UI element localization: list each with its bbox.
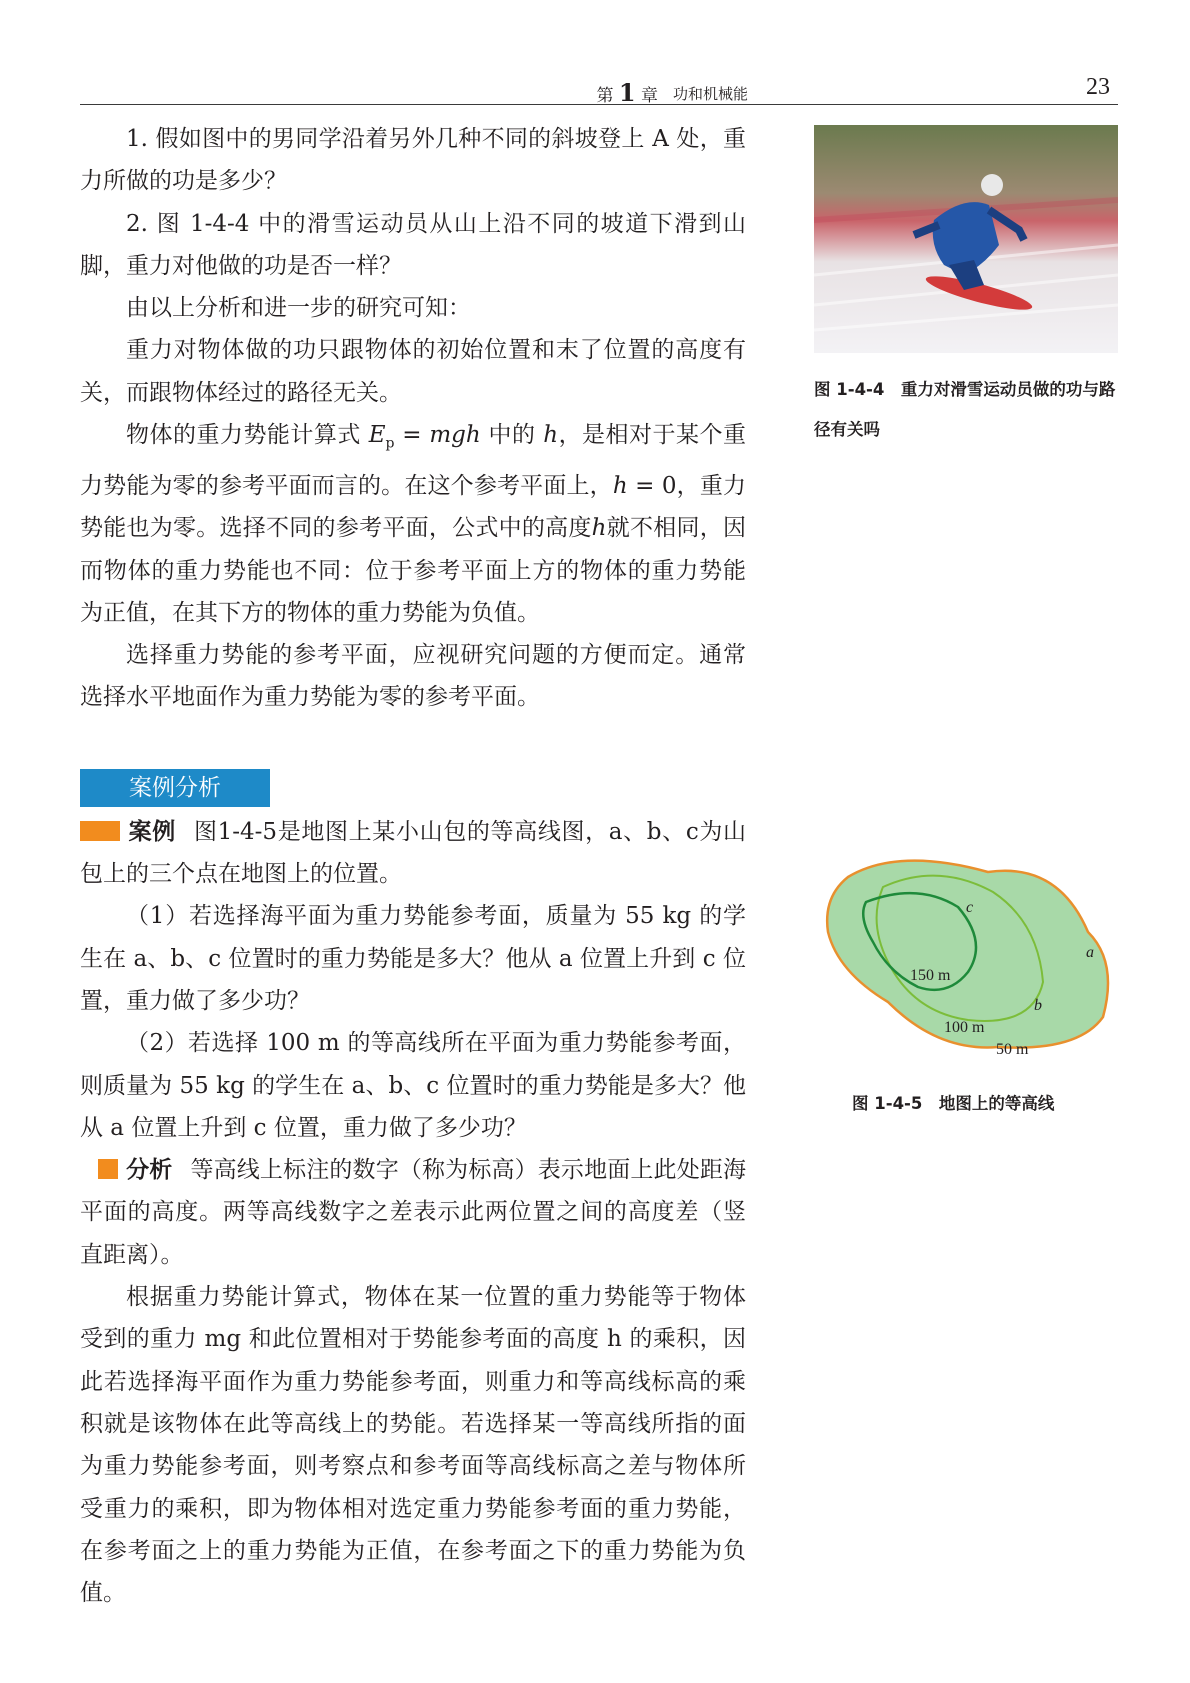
case-paragraph: 案例 图1-4-5是地图上某小山包的等高线图，a、b、c为山包上的三个点在地图上的位置。 xyxy=(80,818,746,888)
contour-map xyxy=(818,852,1118,1062)
figure-1-caption: 图 1-4-4 重力对滑雪运动员做的功与路径有关吗 xyxy=(814,380,1116,439)
main-text xyxy=(80,118,746,1614)
question-2: 2. 图 1-4-4 中的滑雪运动员从山上沿不同的坡道下滑到山脚，重力对他做的功是否一样？ xyxy=(80,210,746,279)
question-1: 1. 假如图中的男同学沿着另外几种不同的斜坡登上 A 处，重力所做的功是多少？ xyxy=(80,126,746,195)
point-a-label: a xyxy=(1086,944,1094,961)
conclusion: 重力对物体做的功只跟物体的初始位置和末了位置的高度有关，而跟物体经过的路径无关。 xyxy=(80,337,746,406)
snowboarder-photo xyxy=(814,125,1118,353)
case-analysis-heading: 案例分析 xyxy=(80,769,270,807)
page-header xyxy=(80,72,1118,105)
case-label: 案例 xyxy=(128,818,176,845)
analysis-label: 分析 xyxy=(126,1157,173,1184)
analysis-tag-marker xyxy=(98,1159,118,1179)
label-100m: 100 m xyxy=(944,1019,985,1036)
point-b-label: b xyxy=(1034,997,1042,1014)
analysis-paragraph: 分析 等高线上标注的数字（称为标高）表示地面上此处距海平面的高度。两等高线数字之差表示此两位置之间的高度差（竖直距离）。 xyxy=(80,1157,747,1268)
chapter-title: 功和机械能 xyxy=(672,85,748,103)
label-150m: 150 m xyxy=(910,967,951,984)
case-question-2: （2）若选择 100 m 的等高线所在平面为重力势能参考面，则质量为 55 kg 的学生在 a、b、c 位置时的重力势能是多大？他从 a 位置上升到 c 位置，重力做了多少功？ xyxy=(80,1030,746,1141)
chapter-label: 第 1 章 xyxy=(596,78,658,107)
label-50m: 50 m xyxy=(996,1041,1029,1058)
choice-paragraph: 选择重力势能的参考平面，应视研究问题的方便而定。通常选择水平地面作为重力势能为零的参考平面。 xyxy=(80,642,746,711)
figure-2-caption: 图 1-4-5 地图上的等高线 xyxy=(852,1094,1055,1113)
reference-paragraph: 物体的重力势能计算式 $E_p$ = mgh 中的 h，是相对于某个重力势能为零的参考平面而言的。在这个参考平面上，h = 0，重力势能也为零。选择不同的参考平面，公式中的高度h就不相同，因而物体的重力势能也不同：位于参考平面上方的物体的重力势能为正值，在其下方的物体的重力势能为负值。 xyxy=(80,422,747,626)
case-question-1: （1）若选择海平面为重力势能参考面，质量为 55 kg 的学生在 a、b、c 位置时的重力势能是多大？他从 a 位置上升到 c 位置，重力做了多少功？ xyxy=(80,903,746,1014)
case-tag-marker xyxy=(80,821,120,841)
conclusion-intro: 由以上分析和进一步的研究可知： xyxy=(126,295,471,322)
point-c-label: c xyxy=(966,899,974,916)
analysis-paragraph-2: 根据重力势能计算式，物体在某一位置的重力势能等于物体受到的重力 mg 和此位置相对于势能参考面的高度 h 的乘积，因此若选择海平面作为重力势能参考面，则重力和等高线标高的乘积就是该物体在此等高线上的势能。若选择某一等高线所指的面为重力势能参考面，则考察点和参考面等高线标高之差与物体所受重力的乘积，即为物体相对选定重力势能参考面的重力势能，在参考面之上的重力势能为正值，在参考面之下的重力势能为负值。 xyxy=(80,1284,746,1607)
page-number: 23 xyxy=(1086,74,1110,100)
